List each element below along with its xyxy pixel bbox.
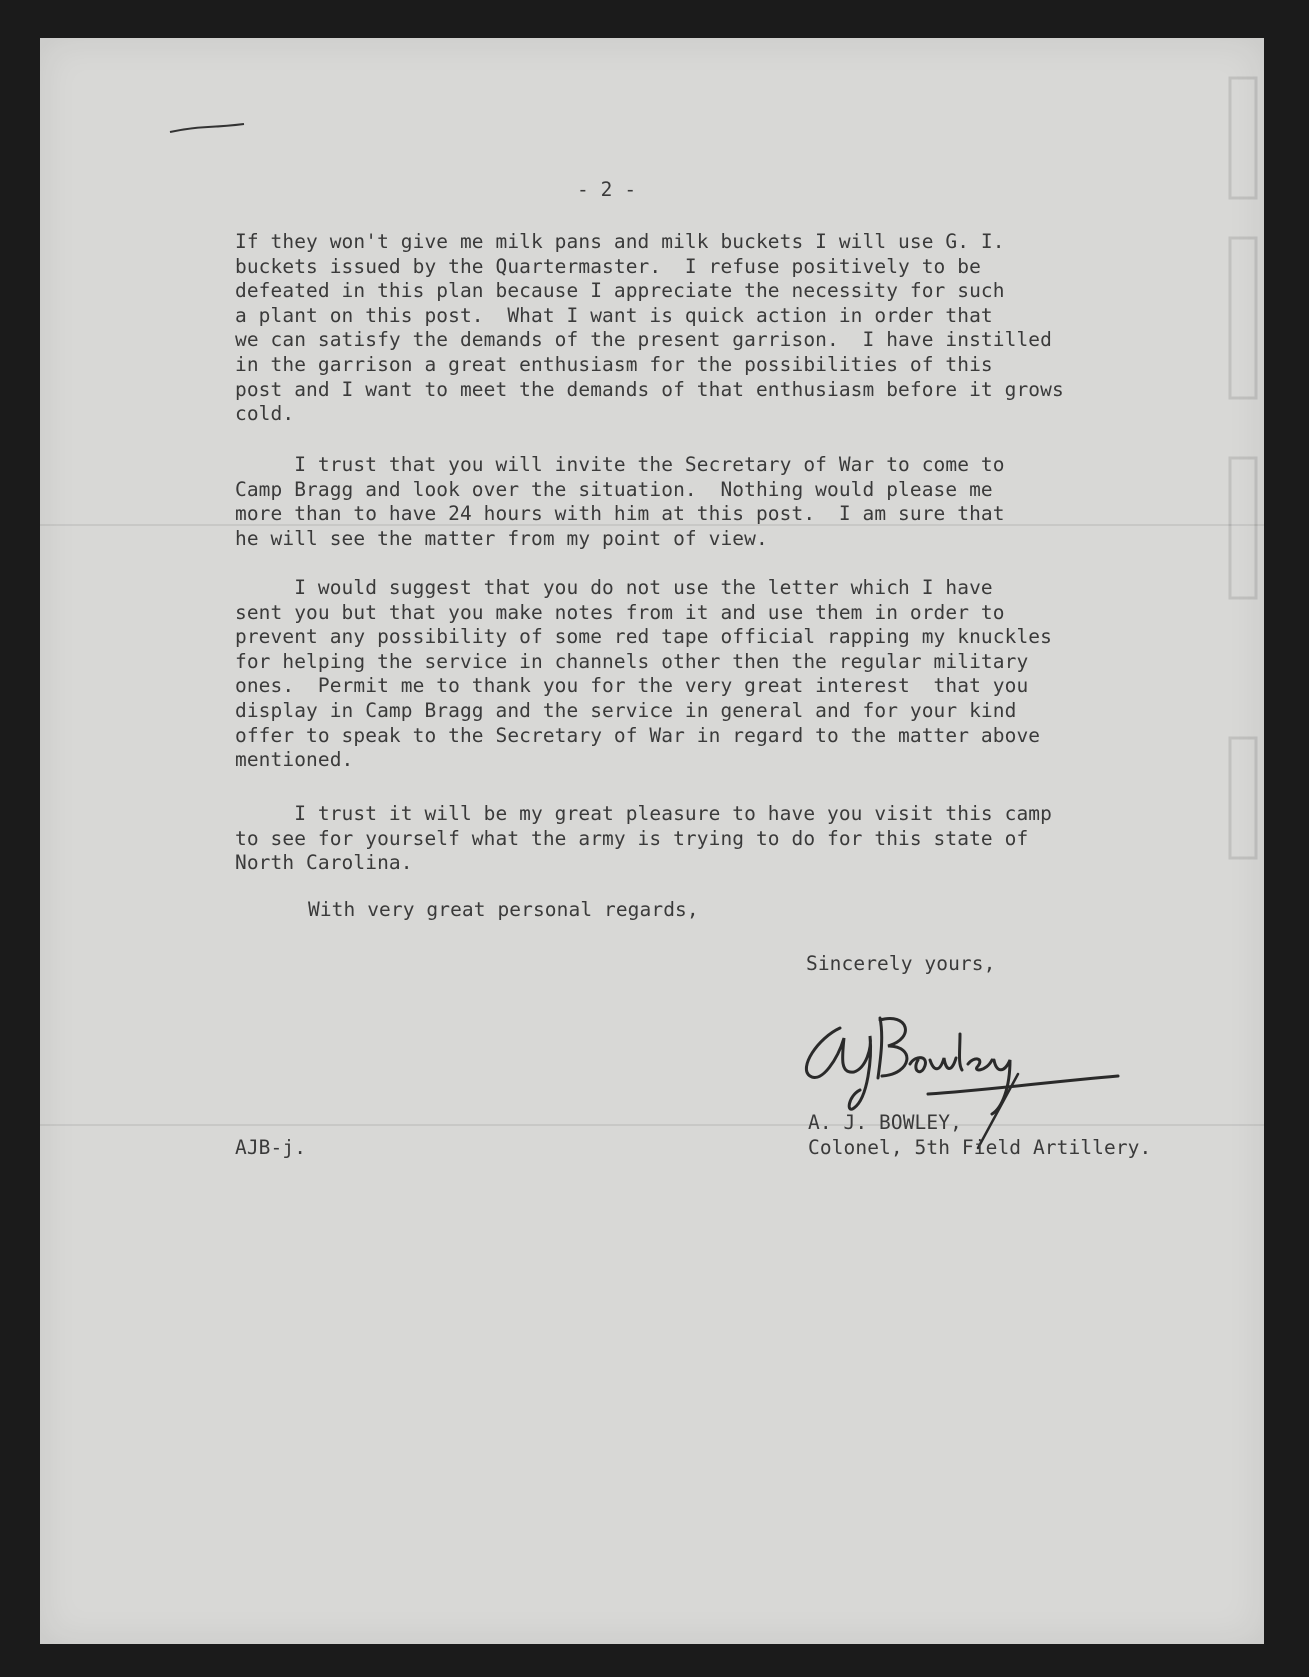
text-line: buckets issued by the Quartermaster. I refuse positively to be — [235, 254, 981, 278]
text-line: I trust that you will invite the Secretary of War to come to — [235, 453, 1005, 476]
paragraph-1 — [235, 230, 1064, 427]
text-line: North Carolina. — [235, 851, 413, 875]
text-line: If they won't give me milk pans and milk buckets I will use G. I. — [235, 230, 1005, 253]
letter-page — [40, 38, 1264, 1644]
text-line: Camp Bragg and look over the situation. Nothing would please me — [235, 477, 993, 501]
paragraph-3 — [235, 576, 1052, 773]
text-line: he will see the matter from my point of view. — [235, 526, 768, 550]
closing-line: With very great personal regards, — [308, 898, 699, 921]
letterhead-watermark — [1224, 38, 1264, 1644]
text-line: I would suggest that you do not use the letter which I have — [235, 576, 993, 599]
text-line: sent you but that you make notes from it and use them in order to — [235, 600, 1005, 624]
text-line: mentioned. — [235, 748, 354, 772]
page-number: - 2 - — [577, 178, 637, 201]
text-line: for helping the service in channels other then the regular military — [235, 649, 1029, 673]
pen-mark — [168, 120, 248, 140]
text-line: a plant on this post. What I want is quick action in order that — [235, 303, 993, 327]
paragraph-2 — [235, 453, 1005, 551]
text-line: cold. — [235, 402, 295, 426]
text-line: to see for yourself what the army is trying to do for this state of — [235, 826, 1029, 850]
text-line: display in Camp Bragg and the service in general and for your kind — [235, 698, 1017, 722]
text-line: prevent any possibility of some red tape official rapping my knuckles — [235, 625, 1052, 649]
text-line: we can satisfy the demands of the present garrison. I have instilled — [235, 328, 1052, 352]
signer-title: Colonel, 5th Field Artillery. — [808, 1136, 1152, 1159]
signoff: Sincerely yours, — [806, 952, 996, 975]
text-line: post and I want to meet the demands of that enthusiasm before it grows — [235, 377, 1064, 401]
text-line: defeated in this plan because I appreciate the necessity for such — [235, 279, 1005, 303]
text-line: I trust it will be my great pleasure to have you visit this camp — [235, 802, 1052, 825]
text-line: offer to speak to the Secretary of War in regard to the matter above — [235, 723, 1041, 747]
paragraph-4 — [235, 802, 1052, 876]
typed-name: A. J. BOWLEY, — [808, 1111, 962, 1134]
reference-initials: AJB-j. — [235, 1136, 307, 1159]
text-line: more than to have 24 hours with him at this post. I am sure that — [235, 502, 1005, 526]
text-line: in the garrison a great enthusiasm for the possibilities of this — [235, 352, 993, 376]
text-line: ones. Permit me to thank you for the very great interest that you — [235, 674, 1029, 698]
